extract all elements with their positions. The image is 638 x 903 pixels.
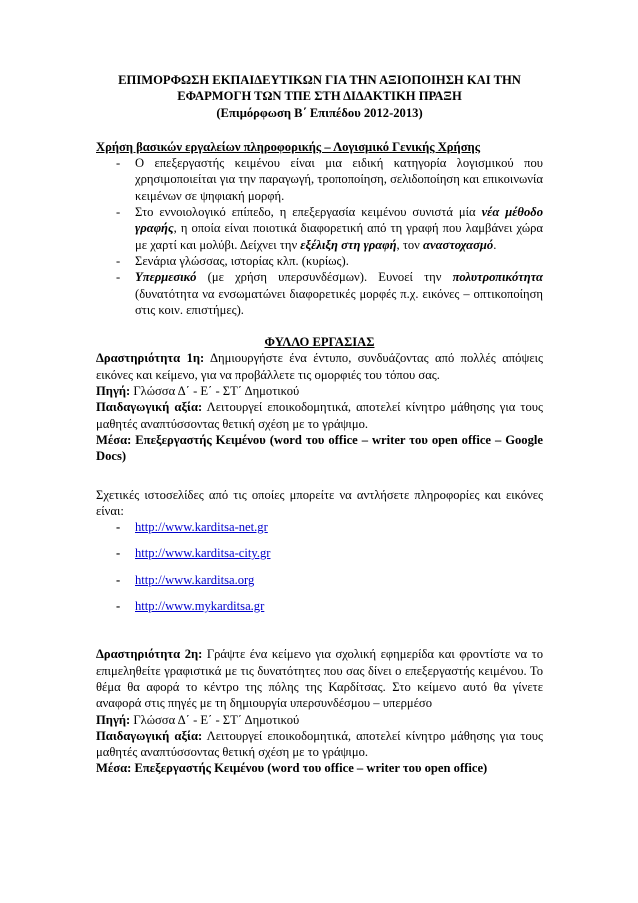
dash-marker: -: [116, 270, 121, 285]
bullet-item: [96, 204, 543, 253]
activity-1-source: [96, 383, 543, 399]
dash-marker: -: [116, 205, 121, 220]
activity-2-means: Μέσα: Επεξεργαστής Κειμένου (word του office – writer του open office): [96, 761, 488, 776]
activity-1-description: [96, 350, 543, 383]
value-text: Λειτουργεί εποικοδομητικά, αποτελεί κίνητρο μάθησης για τους μαθητές αναπτύσσοντας θετική σχέση με το γράψιμο.: [96, 728, 543, 760]
bullet-item: [96, 269, 543, 318]
bullet-text: , η οποία είναι ποιοτικά διαφορετική από τη γραφή που λαμβάνει χώρα με χαρτί και μολύβι. Δείχνει την: [135, 221, 543, 252]
emphasis-text: πολυτροπικότητα: [452, 270, 543, 285]
link-item: [96, 519, 543, 535]
bullet-text: .: [493, 237, 497, 252]
source-text: Γλώσσα Δ΄ - Ε΄ - ΣΤ΄ Δημοτικού: [130, 712, 300, 727]
dash-marker: -: [116, 253, 121, 268]
link-item: [96, 545, 543, 561]
dash-marker: -: [116, 156, 121, 171]
link-item: [96, 572, 543, 588]
bullet-text: Σενάρια γλώσσας, ιστορίας κλπ. (κυρίως).: [135, 253, 349, 268]
bullet-text: Ο επεξεργαστής κειμένου είναι μια ειδική κατηγορία λογισμικού που χρησιμοποιείται για την παραγωγή, τροποποίηση, σελιδοποίηση και επικοινωνία κειμένων σε ψηφιακή μορφή.: [135, 156, 543, 203]
link-item: [96, 598, 543, 614]
value-label: Παιδαγωγική αξία:: [96, 728, 203, 743]
link-karditsa-org[interactable]: http://www.karditsa.org: [135, 572, 255, 587]
emphasis-text: αναστοχασμό: [423, 237, 494, 252]
activity-1-text: Δημιουργήστε ένα έντυπο, συνδυάζοντας από πολλές απόψεις εικόνες και κείμενο, για να προβάλλετε τις ομορφιές του τόπου σας.: [96, 351, 543, 382]
bullet-text: (δυνατότητα να ενσωματώνει διαφορετικές μορφές π.χ. εικόνες – οπτικοποίηση στις κοιν. επιστήμες).: [135, 286, 543, 317]
bullet-item: [96, 253, 543, 269]
dash-marker: -: [116, 572, 121, 587]
title-line-2: ΕΦΑΡΜΟΓΗ ΤΩΝ ΤΠΕ ΣΤΗ ΔΙΔΑΚΤΙΚΗ ΠΡΑΞΗ: [177, 89, 462, 104]
dash-marker: -: [116, 520, 121, 535]
emphasis-text: νέα μέθοδο γραφής: [135, 205, 543, 236]
activity-1-means: Μέσα: Επεξεργαστής Κειμένου (word του office – writer του open office – Google Docs): [96, 432, 543, 464]
bullet-item: [96, 155, 543, 204]
sites-intro: Σχετικές ιστοσελίδες από τις οποίες μπορείτε να αντλήσετε πληροφορίες και εικόνες είναι:: [96, 487, 543, 518]
activity-2-label: Δραστηριότητα 2η:: [96, 647, 203, 662]
worksheet-title: ΦΥΛΛΟ ΕΡΓΑΣΙΑΣ: [264, 335, 375, 350]
activity-2-value: [96, 728, 543, 761]
link-mykarditsa[interactable]: http://www.mykarditsa.gr: [135, 599, 265, 614]
source-label: Πηγή:: [96, 384, 131, 399]
source-text: Γλώσσα Δ΄ - Ε΄ - ΣΤ΄ Δημοτικού: [130, 384, 300, 399]
source-label: Πηγή:: [96, 712, 131, 727]
dash-marker: -: [116, 599, 121, 614]
activity-2-description: [96, 646, 543, 711]
activity-2-source: [96, 712, 543, 728]
emphasis-text: εξέλιξη στη γραφή: [300, 237, 397, 252]
title-line-1: ΕΠΙΜΟΡΦΩΣΗ ΕΚΠΑΙΔΕΥΤΙΚΩΝ ΓΙΑ ΤΗΝ ΑΞΙΟΠΟΙΗΣΗ ΚΑΙ ΤΗΝ: [118, 73, 521, 87]
bullet-text: , τον: [396, 237, 424, 252]
value-label: Παιδαγωγική αξία:: [96, 400, 203, 415]
activity-1-value: [96, 399, 543, 432]
activity-2-text: Γράψτε ένα κείμενο για σχολική εφημερίδα και φροντίστε να το επιμεληθείτε γραφιστικά με τις δυνατότητες που σας δίνει ο επεξεργαστής κειμένου. Το θέμα θα αφορά το κέντρο της πόλης της Καρδίτσας. Στο κείμενο αυτό θα γίνετε αναφορά στις πηγές με τη δημιουργία υπερσυνδέσμου – υπερμέσο: [96, 647, 543, 711]
document-title: [96, 72, 543, 121]
link-karditsa-net[interactable]: http://www.karditsa-net.gr: [135, 520, 268, 535]
bullet-text: (με χρήση υπερσυνδέσμων). Ευνοεί την: [196, 270, 453, 285]
title-line-3: (Επιμόρφωση Β΄ Επιπέδου 2012-2013): [216, 105, 423, 120]
section-heading: Χρήση βασικών εργαλείων πληροφορικής – Λογισμικό Γενικής Χρήσης: [96, 139, 481, 154]
value-text: Λειτουργεί εποικοδομητικά, αποτελεί κίνητρο μάθησης για τους μαθητές αναπτύσσοντας θετική σχέση με το γράψιμο.: [96, 400, 543, 431]
activity-1-label: Δραστηριότητα 1η:: [96, 351, 205, 366]
link-karditsa-city[interactable]: http://www.karditsa-city.gr: [135, 546, 271, 561]
dash-marker: -: [116, 546, 121, 561]
emphasis-text: Υπερμεσικό: [135, 270, 197, 285]
bullet-text: Στο εννοιολογικό επίπεδο, η επεξεργασία κειμένου συνιστά μία: [135, 205, 482, 220]
